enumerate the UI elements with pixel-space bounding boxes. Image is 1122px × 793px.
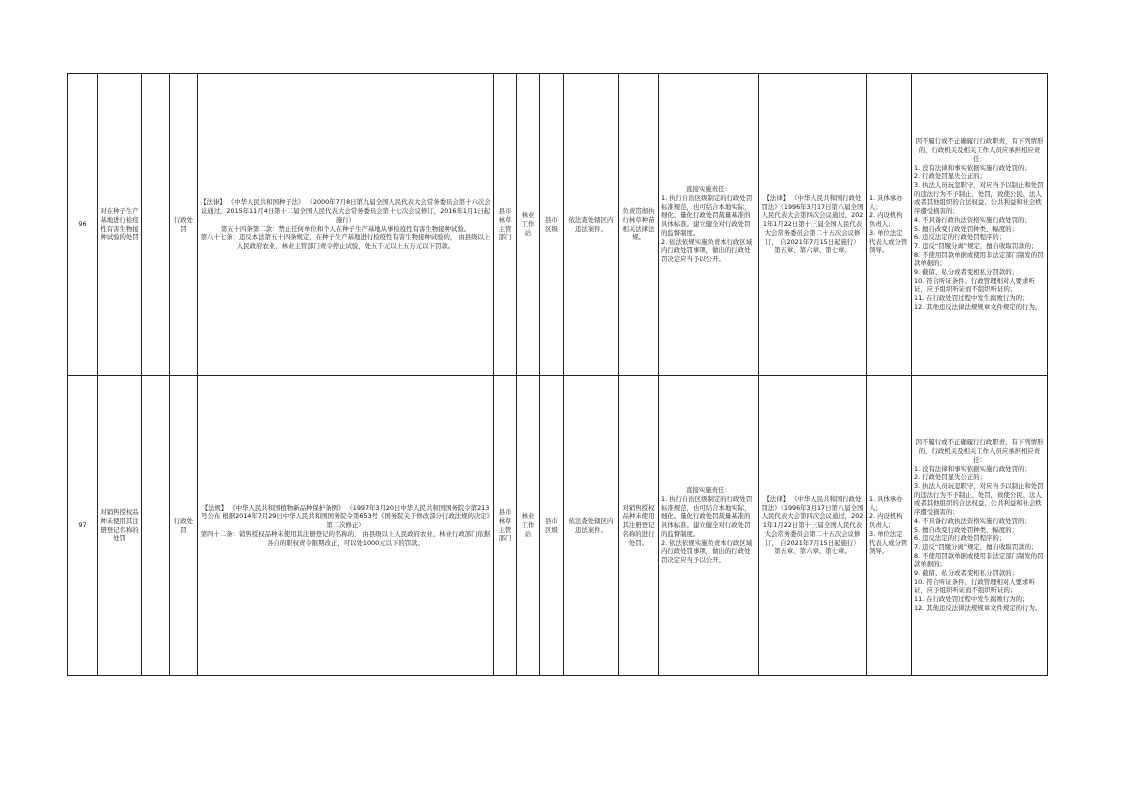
case-line: 8. 不使用罚款单据或使用非法定部门制发的罚款单据的； xyxy=(914,250,1044,268)
duty-line: 1. 执行自治区级制定的行政处罚标准规范，也可结合本地实际，细化、量化行政处罚裁量基准的具体标准。建立健全对行政处罚的监督制度。 xyxy=(661,495,753,538)
case-line: 12. 其他违反法律法规规章文件规定的行为。 xyxy=(914,603,1042,612)
scope-of-duty: 依法查处辖区内违法案件。 xyxy=(564,74,619,376)
case-line: 7. 违反“罚缴分离”规定，擅自收取罚款的； xyxy=(914,241,1038,250)
accountable-subject xyxy=(867,74,912,376)
case-line: 3. 执法人员玩忽职守，对应当予以制止和处罚的违法行为不予制止、处罚，致使公民、法人或者其他组织的合法权益、公共利益和社会秩序遭受损害的； xyxy=(914,180,1044,216)
accountable-subject xyxy=(867,376,912,676)
case-line: 2. 行政处罚显失公正的； xyxy=(914,172,987,181)
case-line: 因不履行或不正确履行行政职责，有下列情形的，行政机关及相关工作人员应承担相应责任： xyxy=(915,137,1044,163)
case-line: 1. 没有法律和事实依据实施行政处罚的； xyxy=(914,464,1031,473)
case-line: 4. 不具备行政执法资格实施行政处罚的； xyxy=(914,516,1031,525)
power-category: 行政处罚 xyxy=(170,376,198,676)
case-line: 因不履行或不正确履行行政职责，有下列情形的，行政机关及相关工作人员应承担相应责任： xyxy=(915,438,1044,464)
sub-item xyxy=(142,74,170,376)
case-line: 6. 违反法定的行政处罚程序的； xyxy=(914,534,1006,543)
accountability-basis-line: 第五章、第六章、第七章。 xyxy=(774,246,851,255)
subject-line: 1. 具体承办人； xyxy=(869,495,903,512)
row-number: 96 xyxy=(68,74,98,376)
table-row xyxy=(68,74,1048,376)
case-line: 11. 在行政处罚过程中发生腐败行为的； xyxy=(914,595,1029,604)
case-line: 2. 行政处罚显失公正的； xyxy=(914,473,987,482)
subject-line: 3. 单位法定代表人或分管领导。 xyxy=(869,529,908,556)
sub-item xyxy=(142,376,170,676)
case-line: 5. 擅自改变行政处罚种类、幅度的； xyxy=(914,224,1018,233)
duty-line: 直接实施责任： xyxy=(686,486,731,495)
case-line: 1. 没有法律和事实依据实施行政处罚的； xyxy=(914,163,1031,172)
accountability-basis-line: 第五章、第六章、第七章。 xyxy=(774,547,851,556)
case-line: 8. 不使用罚款单据或使用非法定部门制发的罚款单据的； xyxy=(914,551,1044,569)
accountability-basis xyxy=(759,74,867,376)
case-line: 5. 擅自改变行政处罚种类、幅度的； xyxy=(914,525,1018,534)
implementation-duty xyxy=(659,376,759,676)
item-name: 对在种子生产基地进行检疫性有害生物接种试验的处罚 xyxy=(98,74,142,376)
legal-basis-line: 【法律】 《中华人民共和国种子法》 （2000年7月8日第九届全国人民代表大会常务委员会第十六次会议通过，2015年11月4日第十二届全国人民代表大会常务委员会第十七次会议修订，2016年1月1日起施行） xyxy=(200,198,491,224)
legal-basis xyxy=(198,376,494,676)
case-line: 4. 不具备行政执法资格实施行政处罚的； xyxy=(914,215,1031,224)
accountability-basis-line: 【法律】 《中华人民共和国行政处罚法》（1996年3月17日第八届全国人民代表大会第四次会议通过，2021年1月22日第十三届全国人民代表大会常务委员会第二十五次会议修订， 自2021年7月15日起施行） xyxy=(761,495,864,547)
legal-basis-line: 第八十七条：违反本法第五十四条规定，在种子生产基地进行检疫性有害生物接种试验的， 由县级以上人民政府农业、林业主管部门责令停止试验，处五千元以上五万元以下罚款。 xyxy=(200,233,491,250)
power-list-table xyxy=(67,73,1048,676)
subject-line: 3. 单位法定代表人或分管领导。 xyxy=(869,228,908,255)
table-row xyxy=(68,376,1048,676)
case-line: 6. 违反法定的行政处罚程序的； xyxy=(914,233,1006,242)
accountability-basis-line: 【法律】 《中华人民共和国行政处罚法》（1996年3月17日第八届全国人民代表大会第四次会议通过，2021年1月22日第十三届全国人民代表大会常务委员会第二十五次会议修订， 自2021年7月15日起施行） xyxy=(761,194,864,246)
legal-basis-line: 第五十四条第二款：禁止任何单位和个人在种子生产基地从事检疫性有害生物接种试验。 xyxy=(220,224,471,233)
responsible-department: 县市林草主管部门 xyxy=(494,376,517,676)
case-line: 11. 在行政处罚过程中发生腐败行为的； xyxy=(914,294,1029,303)
implementing-unit: 林业工作站 xyxy=(517,376,540,676)
case-line: 10. 符合听证条件、行政管理相对人要求听证，应予组织听证而不组织听证的； xyxy=(914,276,1035,294)
case-line: 7. 违反“罚缴分离”规定，擅自收取罚款的； xyxy=(914,542,1038,551)
responsibility: 负责贯彻执行林草种苗相关法律法规。 xyxy=(619,74,659,376)
case-line: 9. 截留、私分或者变相私分罚款的； xyxy=(914,569,1018,578)
subject-line: 2. 内设机构负责人； xyxy=(869,512,903,530)
legal-basis-line: 【法规】 《中华人民共和国植物新品种保护条例》 （1997年3月20日中华人民共和国国务院令第213号公布 根据2014年7月29日中华人民共和国国务院令第653号《国务院关于修改部分行政法规的决定》第二次修正） xyxy=(201,503,490,530)
subject-line: 1. 具体承办人； xyxy=(869,194,903,211)
legal-basis xyxy=(198,74,494,376)
implementing-unit: 林业工作站 xyxy=(517,74,540,376)
duty-line: 1. 执行自治区级制定的行政处罚标准规范，也可结合本地实际，细化、量化行政处罚裁量基准的具体标准。建立健全对行政处罚的监督制度。 xyxy=(661,194,753,237)
responsible-department: 县市林草主管部门 xyxy=(494,74,517,376)
duty-line: 2. 依法依规实施负责本行政区域内行政处罚事项，做出的行政处罚决定应当予以公开。 xyxy=(661,237,753,263)
row-number: 97 xyxy=(68,376,98,676)
power-category: 行政处罚 xyxy=(170,74,198,376)
case-line: 12. 其他违反法律法规规章文件规定的行为。 xyxy=(914,302,1042,311)
accountability-basis xyxy=(759,376,867,676)
duty-line: 2. 依法依规实施负责本行政区域内行政处罚事项，做出的行政处罚决定应当予以公开。 xyxy=(661,538,753,564)
responsibility: 对销售授权品种未使用其注册登记名称的进行处罚。 xyxy=(619,376,659,676)
item-name: 对销售授权品种未使用其注册登记名称的处罚 xyxy=(98,376,142,676)
case-line: 10. 符合听证条件、行政管理相对人要求听证，应予组织听证而不组织听证的； xyxy=(914,577,1035,595)
duty-line: 直接实施责任： xyxy=(686,185,731,194)
accountability-cases xyxy=(912,376,1048,676)
legal-basis-line: 第四十二条：销售授权品种未使用其注册登记的名称的， 由县级以上人民政府农业、林业行政部门依据各自的职权责令限期改正，可以处1000元以下的罚款。 xyxy=(200,529,491,547)
exercise-level: 县市区级 xyxy=(540,376,564,676)
implementation-duty xyxy=(659,74,759,376)
scope-of-duty: 依法查处辖区内违法案件。 xyxy=(564,376,619,676)
exercise-level: 县市区级 xyxy=(540,74,564,376)
accountability-cases xyxy=(912,74,1048,376)
case-line: 9. 截留、私分或者变相私分罚款的； xyxy=(914,268,1018,277)
subject-line: 2. 内设机构负责人； xyxy=(869,211,903,229)
case-line: 3. 执法人员玩忽职守，对应当予以制止和处罚的违法行为不予制止、处罚，致使公民、法人或者其他组织的合法权益、公共利益和社会秩序遭受损害的； xyxy=(914,481,1044,517)
